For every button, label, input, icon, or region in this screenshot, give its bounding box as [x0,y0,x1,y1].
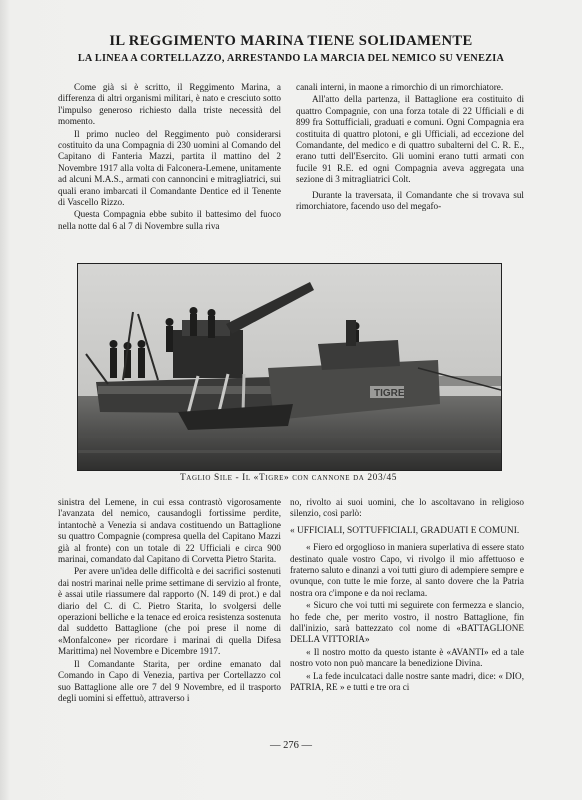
article-subtitle: LA LINEA A CORTELLAZZO, ARRESTANDO LA MARCIA DEL NEMICO SU VENEZIA [77,53,505,64]
paragraph: « Il nostro motto da questo istante è «AVANTI» ed a tale nostro voto non può mancare la benedizione Divina. [290,646,524,669]
page-number: — 276 — [270,740,312,751]
ship-with-cannon-image [78,264,501,470]
paragraph: Questa Compagnia ebbe subito il battesimo del fuoco nella notte dal 6 al 7 di Novembre sulla riva [58,209,281,231]
paragraph: Come già si è scritto, il Reggimento Marina, a differenza di altri organismi militari, è nato e cresciuto sotto l'impulso generoso richiesto dalla triste necessità del momento. [58,82,281,127]
paragraph: « La fede inculcataci dalle nostre sante madri, dice: « DIO, PATRIA, RE » e tutti e tre ora ci [290,670,524,693]
column-top-right [296,82,524,272]
ship-photograph [77,263,502,471]
paragraph: Il primo nucleo del Reggimento può considerarsi costituito da una Compagnia di 230 uomini al Comando del Capitano di Fanteria Mazzi, partita il mattino del 2 Novembre 1917 alla volta di Falconera-Lemene, unitamente ad alcuni M.A.S., armati con cannoncini e mitragliatrici, sui quali erano imbarcati il Comandante Dentice ed il Tenente di Vascello Rizzo. [58,128,281,208]
speech-address: « UFFICIALI, SOTTUFFICIALI, GRADUATI E COMUNI. [290,525,520,536]
paragraph: « Fiero ed orgoglioso in maniera superlativa di essere stato destinato quale vostro Capo, vi rivolgo il mio affettuoso e fraterno saluto e dinanzi a voi tutti giuro di adempiere sempre e ovunque, con tutte le mie forze, al santo dovere che la Patria nostra ora c'impone e da noi reclama. [290,542,524,598]
paragraph: Per avere un'idea delle difficoltà e dei sacrifici sostenuti dai nostri marinai nelle prime settimane di servizio al fronte, è assai utile riassumere dal rapporto (N. 149 di prot.) e dal diario del C. di C. Pietro Starita, lo svolgersi delle operazioni belliche e la tenace ed eroica resistenza sostenuta dal suddetto Battaglione (che poi prese il nome di «Monfalcone» per ricordare i marinai di quella Difesa Marittima) nel Novembre e Dicembre 1917. [58,566,281,657]
column-top-left [58,82,281,272]
column-bottom-right [290,497,524,729]
column-bottom-left [58,497,281,729]
paragraph: All'atto della partenza, il Battaglione era costituito di quattro Compagnie, con una forza totale di 22 Ufficiali e di 899 fra Sottufficiali, graduati e comuni. Ogni Compagnia era costituita di quattro plotoni, e gli Ufficiali, ad eccezione del Comandante, del medico e di quattro subalterni del C. R. E., erano tutti dell'Esercito. Gli uomini erano tutti armati con fucile 91 R.E. ed ogni Compagnia aveva aggregata una sezione di 3 mitragliatrici Colt. [296,94,524,185]
paragraph: Il Comandante Starita, per ordine emanato dal Comando in Capo di Venezia, partiva per Cortellazzo col suo Battaglione alle ore 7 del 9 Novembre, ed il trasporto degli uomini si effettuò, attraverso i [58,658,281,703]
paragraph: « Sicuro che voi tutti mi seguirete con fermezza e slancio, ho fede che, per merito vostro, il nostro Battaglione, fin dall'inizio, sarà battezzato col nome di «BATTAGLIONE DELLA VITTORIA» [290,600,524,645]
svg-text:TIGRE: TIGRE [374,388,405,399]
paragraph: canali interni, in maone a rimorchio di un rimorchiatore. [296,82,504,92]
paragraph: Durante la traversata, il Comandante che si trovava sul rimorchiatore, facendo uso del megafo- [296,189,524,212]
paragraph: sinistra del Lemene, in cui essa contrastò vigorosamente l'avanzata del nemico, causandogli fortissime perdite, intantochè a Venezia si andava costituendo un Battaglione su quattro Compagnie (compresa quella del Capitano Mazzi già al fronte) con un totale di 22 Ufficiali e circa 900 marinai, comandato dal Capitano di Corvetta Pietro Starita. [58,497,281,565]
photo-caption: Taglio Sile - Il «Tigre» con cannone da 203/45 [179,473,398,483]
paragraph: no, rivolto ai suoi uomini, che lo ascoltavano in religioso silenzio, così parlò: [290,497,524,519]
article-title: IL REGGIMENTO MARINA TIENE SOLIDAMENTE [109,33,473,49]
